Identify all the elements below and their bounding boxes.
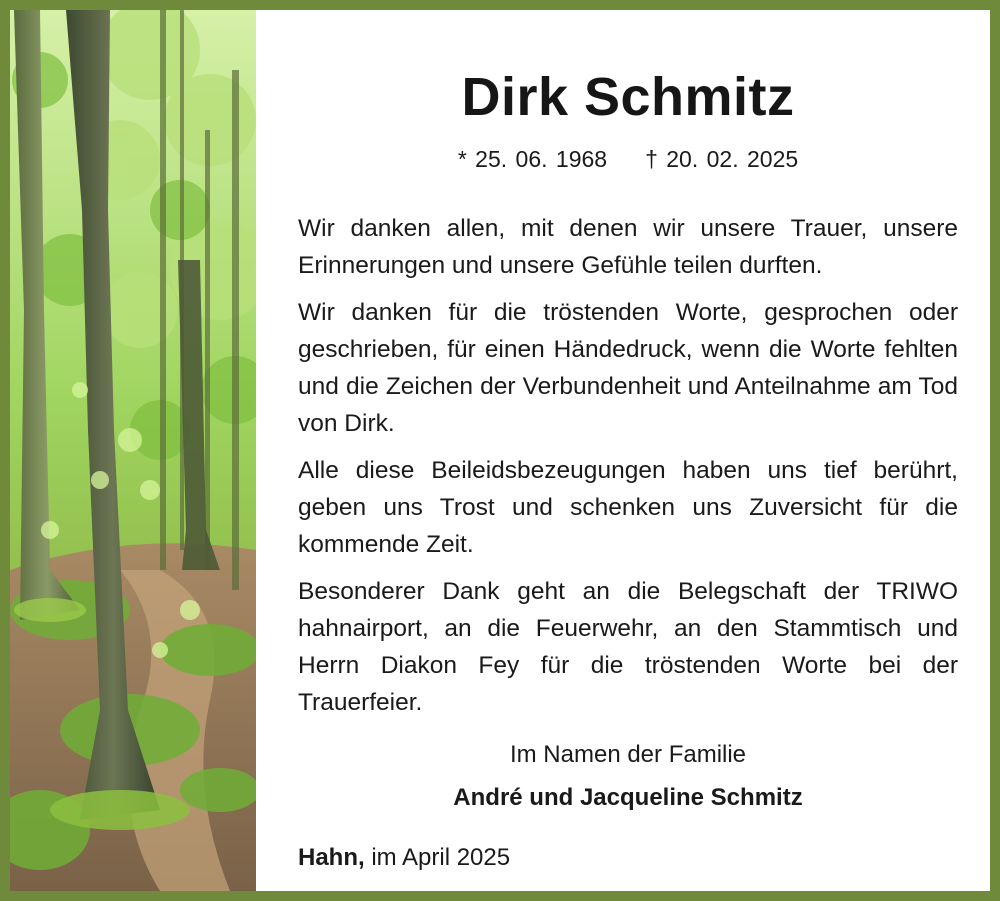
place-city: Hahn, <box>298 844 365 871</box>
place-and-date <box>298 844 958 872</box>
life-dates <box>298 146 958 173</box>
place-date: im April 2025 <box>364 844 511 871</box>
forest-photo <box>10 10 256 891</box>
death-date: † 20. 02. 2025 <box>645 146 799 172</box>
thanks-paragraph-3: Alle diese Beileidsbezeugungen haben uns tief berührt, geben uns Trost und schenken uns Zuversicht für die kommende Zeit. <box>298 457 958 558</box>
signers: André und Jacqueline Schmitz <box>453 784 803 811</box>
closing-line: Im Namen der Familie <box>509 741 747 768</box>
deceased-name: Dirk Schmitz <box>461 67 795 127</box>
obituary-content <box>298 10 958 891</box>
birth-date: * 25. 06. 1968 <box>457 146 608 172</box>
thanks-paragraph-1: Wir danken allen, mit denen wir unsere Trauer, unsere Erinnerungen und unsere Gefühle teilen durften. <box>298 215 958 279</box>
obituary-card <box>10 10 990 891</box>
thanks-paragraph-2: Wir danken für die tröstenden Worte, gesprochen oder geschrieben, für einen Händedruck, wenn die Worte fehlten und die Zeichen der Verbundenheit und Anteilnahme am Tod von Dirk. <box>298 299 958 437</box>
thanks-paragraph-4: Besonderer Dank geht an die Belegschaft der TRIWO hahnairport, an die Feuerwehr, an den Stammtisch und Herrn Diakon Fey für die tröstenden Worte bei der Trauerfeier. <box>298 578 958 716</box>
